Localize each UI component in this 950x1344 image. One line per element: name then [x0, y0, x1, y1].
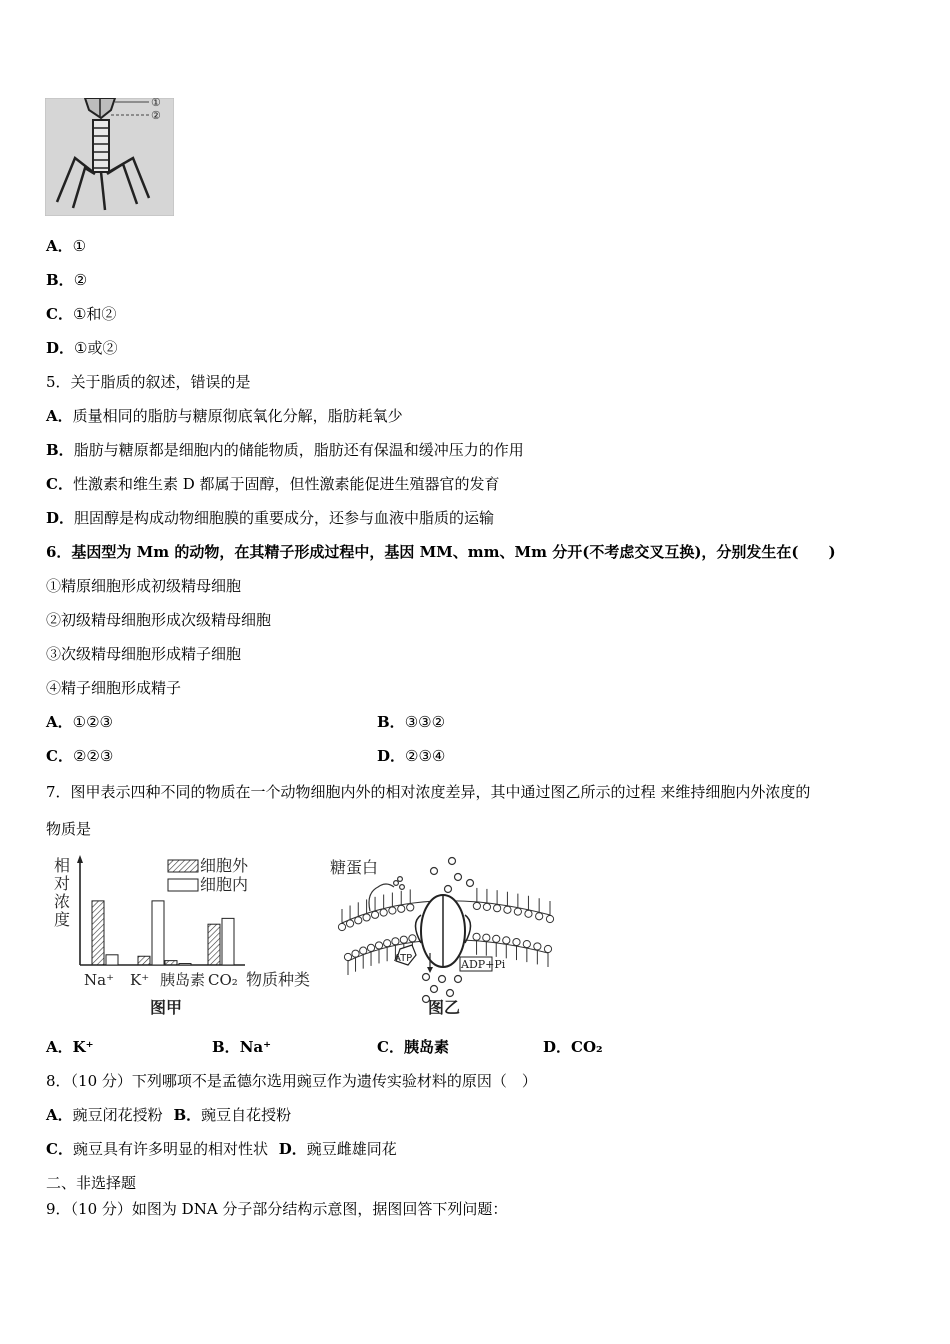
option-text: 豌豆闭花授粉: [72, 1106, 163, 1124]
q6-item-1: ①精原细胞形成初级精母细胞: [46, 577, 242, 595]
x-tick-label-2: 胰岛素: [160, 971, 206, 989]
q6-item-3: ③次级精母细胞形成精子细胞: [46, 645, 242, 663]
q7-option-b[interactable]: [212, 1037, 271, 1057]
legend-swatch-inside: [168, 879, 198, 891]
option-key: D．: [46, 339, 75, 357]
option-text: Na⁺: [239, 1038, 272, 1056]
lipid-head: [483, 903, 490, 910]
option-key: C．: [377, 1038, 404, 1056]
lipid-head: [375, 942, 382, 949]
legend-swatch-outside: [168, 860, 198, 872]
bar-outside-1: [138, 956, 150, 965]
option-text: 豌豆自花授粉: [201, 1106, 292, 1124]
option-key: C．: [46, 305, 73, 323]
q6-item-4: ④精子细胞形成精子: [46, 679, 182, 697]
lipid-head: [389, 907, 396, 914]
option-key: D．: [377, 747, 406, 765]
figure-yi: [330, 853, 560, 1023]
q7-stem-line2: 物质是: [46, 820, 92, 838]
option-text: 豌豆雌雄同花: [306, 1140, 397, 1158]
carrier-protein: [416, 895, 471, 967]
bar-inside-0: [106, 955, 118, 965]
lipid-head: [523, 941, 530, 948]
section-title: 二、非选择题: [46, 1174, 137, 1192]
q6-option-b[interactable]: [377, 712, 445, 732]
lipid-head: [371, 911, 378, 918]
option-key: A．: [46, 713, 73, 731]
option-key: A．: [46, 407, 73, 425]
figure-yi-caption: 图乙: [428, 998, 461, 1017]
option-text: ①或②: [74, 339, 118, 357]
q4-option-c[interactable]: [46, 304, 116, 324]
lipid-head: [346, 920, 353, 927]
lipid-head: [525, 910, 532, 917]
lipid-head: [344, 953, 351, 960]
option-text: ①: [72, 237, 87, 255]
option-key: D．: [278, 1140, 307, 1158]
lipid-head: [407, 904, 414, 911]
q6-option-d[interactable]: [377, 746, 445, 766]
lipid-head: [367, 944, 374, 951]
q6-option-a[interactable]: [46, 712, 113, 732]
option-text: ②③④: [405, 747, 446, 765]
option-key: A．: [46, 237, 73, 255]
lipid-head: [338, 923, 345, 930]
q8-option-b[interactable]: [173, 1106, 291, 1124]
adp-label: ADP+Pi: [461, 958, 506, 971]
lipid-head: [504, 906, 511, 913]
lipid-head: [544, 945, 551, 952]
option-key: B．: [46, 441, 74, 459]
legend-label-inside: 细胞内: [200, 875, 249, 894]
lipid-head: [392, 938, 399, 945]
option-text: ③③②: [404, 713, 446, 731]
q6-item-2: ②初级精母细胞形成次级精母细胞: [46, 611, 272, 629]
atp-label: ATP: [394, 953, 413, 964]
option-key: B．: [173, 1106, 202, 1124]
option-text: ①②③: [72, 713, 113, 731]
q8-option-c[interactable]: [46, 1140, 268, 1158]
bar-outside-0: [92, 901, 104, 965]
option-text: 质量相同的脂肪与糖原彻底氧化分解，脂肪耗氧少: [72, 407, 403, 425]
option-key: C．: [46, 1140, 73, 1158]
option-text: CO₂: [571, 1038, 603, 1056]
lipid-head: [360, 947, 367, 954]
lipid-head: [534, 943, 541, 950]
phage-label-1: ①: [151, 98, 161, 109]
bar-inside-3: [222, 918, 234, 965]
bar-inside-2: [179, 964, 191, 965]
chart-ylabel: 相对浓度: [54, 856, 71, 929]
q5-option-c[interactable]: [46, 474, 500, 494]
option-key: A．: [46, 1038, 73, 1056]
q7-stem-line1: 7．图甲表示四种不同的物质在一个动物细胞内外的相对浓度差异，其中通过图乙所示的过程 来维持细胞内外浓度的: [46, 783, 811, 801]
option-key: B．: [377, 713, 405, 731]
legend-label-outside: 细胞外: [200, 856, 249, 875]
q6-stem: 6．基因型为 Mm 的动物，在其精子形成过程中，基因 MM、mm、Mm 分开(不考虑交叉互换)，分别发生在( ): [46, 543, 836, 561]
q7-option-a[interactable]: [46, 1037, 94, 1057]
lipid-head: [483, 934, 490, 941]
lipid-head: [473, 933, 480, 940]
phage-label-2: ②: [151, 109, 161, 122]
lipid-head: [473, 902, 480, 909]
option-key: B．: [46, 271, 74, 289]
lipid-head: [536, 913, 543, 920]
q4-option-b[interactable]: [46, 270, 87, 290]
phage-figure: [45, 98, 174, 216]
lipid-head: [384, 940, 391, 947]
lipid-head: [398, 905, 405, 912]
lipid-head: [400, 936, 407, 943]
q5-option-d[interactable]: [46, 508, 494, 528]
option-text: 脂肪与糖原都是细胞内的储能物质，脂肪还有保温和缓冲压力的作用: [73, 441, 524, 459]
option-key: D．: [543, 1038, 572, 1056]
q4-option-a[interactable]: [46, 236, 86, 256]
q5-option-a[interactable]: [46, 406, 403, 426]
lipid-head: [503, 937, 510, 944]
option-key: B．: [212, 1038, 240, 1056]
q8-option-a[interactable]: [46, 1106, 163, 1124]
q8-row1: [46, 1105, 291, 1125]
bar-inside-1: [152, 901, 164, 965]
lipid-head: [546, 915, 553, 922]
bar-outside-3: [208, 924, 220, 965]
option-text: K⁺: [72, 1038, 94, 1056]
option-text: 胆固醇是构成动物细胞膜的重要成分，还参与血液中脂质的运输: [74, 509, 495, 527]
lipid-head: [513, 938, 520, 945]
q5-option-b[interactable]: [46, 440, 524, 460]
lipid-head: [493, 935, 500, 942]
q8-row2: [46, 1139, 397, 1159]
x-tick-label-0: Na⁺: [84, 971, 114, 989]
option-key: C．: [46, 747, 73, 765]
q8-option-d[interactable]: [279, 1140, 397, 1158]
q7-option-c[interactable]: [377, 1037, 449, 1057]
lipid-head: [363, 914, 370, 921]
x-tick-label-1: K⁺: [130, 971, 150, 989]
option-text: ①和②: [72, 305, 117, 323]
q5-stem: 5．关于脂质的叙述，错误的是: [46, 373, 251, 391]
q7-option-d[interactable]: [543, 1037, 603, 1057]
q6-option-c[interactable]: [46, 746, 113, 766]
option-key: A．: [46, 1106, 73, 1124]
lipid-head: [352, 950, 359, 957]
lipid-head: [380, 909, 387, 916]
option-text: ②: [73, 271, 88, 289]
q9-stem: 9．（10 分）如图为 DNA 分子部分结构示意图，据图回答下列问题：: [46, 1200, 508, 1218]
lipid-head: [514, 908, 521, 915]
chart-caption: 图甲: [150, 998, 183, 1017]
bar-outside-2: [165, 961, 177, 965]
chart-xlabel: 物质种类: [246, 970, 311, 989]
lipid-head: [355, 917, 362, 924]
lipid-head: [494, 905, 501, 912]
option-key: C．: [46, 475, 73, 493]
option-text: ②②③: [72, 747, 114, 765]
option-key: D．: [46, 509, 75, 527]
lipid-head: [409, 935, 416, 942]
chart-jia: [50, 853, 330, 1023]
option-text: 性激素和维生素 D 都属于固醇，但性激素能促进生殖器官的发育: [72, 475, 500, 493]
option-text: 胰岛素: [403, 1038, 449, 1056]
glycoprotein-label: 糖蛋白: [330, 858, 379, 877]
q4-option-d[interactable]: [46, 338, 117, 358]
q8-stem: 8．（10 分）下列哪项不是孟德尔选用豌豆作为遗传实验材料的原因（ ）: [46, 1072, 537, 1090]
x-tick-label-3: CO₂: [208, 971, 238, 989]
option-text: 豌豆具有许多明显的相对性状: [72, 1140, 268, 1158]
